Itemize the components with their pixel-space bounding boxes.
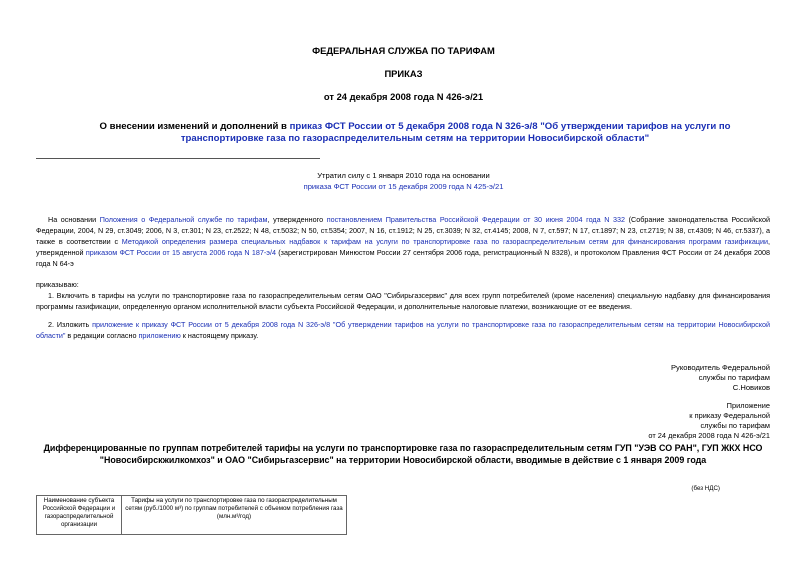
lost-force-text: Утратил силу с 1 января 2010 года на основании — [317, 171, 490, 180]
item-2-text-2: в редакции согласно — [65, 331, 139, 340]
annex-line-1: Приложение — [726, 401, 770, 410]
signature-line-1: Руководитель Федеральной — [670, 363, 770, 372]
annex-line-3: службы по тарифам — [700, 421, 770, 430]
order-word: приказываю: — [36, 280, 79, 289]
lost-force-link[interactable]: приказа ФСТ России от 15 декабря 2009 года N 425-э/21 — [303, 182, 504, 191]
subject-prefix: О внесении изменений и дополнений в — [99, 121, 290, 132]
item-2-link-appendix[interactable]: приложению — [138, 331, 181, 340]
basis-link-methodology[interactable]: Методикой определения размера специальных надбавок к тарифам на услуги по транспортировке газа по газораспределительным сетям для финансирования программ газификации — [121, 237, 768, 246]
divider — [36, 158, 320, 159]
annex-header — [560, 401, 770, 441]
item-2-text-1: 2. Изложить — [48, 320, 93, 329]
table-header-row — [37, 496, 347, 535]
signature-name: С.Новиков — [732, 383, 770, 392]
basis-link-regulation[interactable]: Положения о Федеральной службе по тарифам — [99, 215, 268, 224]
order-item-2 — [36, 319, 770, 341]
vat-note: (без НДС) — [691, 485, 720, 492]
table-header-tariffs: Тарифы на услуги по транспортировке газа по газораспределительным сетям (руб./1000 м³) по группам потребителей с объемом потребления газа (млн.м³/год) — [122, 496, 347, 535]
subject-link[interactable]: приказ ФСТ России от 5 декабря 2008 года N 326-э/8 "Об утверждении тарифов на услуги по транспортировке газа по газораспределительным сетям на территории Новосибирской области" — [180, 121, 731, 144]
signature-block — [560, 363, 770, 393]
basis-text-1: На основании — [48, 215, 100, 224]
annex-title: Дифференцированные по группам потребителей тарифы на услуги по транспортировке газа по газораспределительным сетям ГУП "УЭВ СО РАН", ГУП ЖКХ НСО "Новосибирскжилкомхоз" и ОАО "Сибирьгазсервис" на территории Новосибирской области, вводимые в действие с 1 января 2009 года — [43, 443, 763, 465]
item-1-text: 1. Включить в тарифы на услуги по транспортировке газа по газораспределительным сетям ОАО "Сибирьгазсервис" для всех групп потребителей (кроме населения) специальную надбавку для финансирования программы газификации, определенную органом исполнительной власти субъекта Российской Федерации, и дополнительные налоговые платежи, возникающие от ее введения. — [36, 291, 770, 311]
basis-link-order[interactable]: приказом ФСТ России от 15 августа 2006 года N 187-э/4 — [85, 248, 276, 257]
basis-paragraph — [36, 214, 770, 269]
signature-line-2: службы по тарифам — [698, 373, 770, 382]
item-2-text-3: к настоящему приказу. — [180, 331, 259, 340]
basis-text-3: (Собрание законодательства Российской Федерации, 2004, N 29, ст.3049; 2006, N 3, ст.301; N 23, ст.2522; N 48, ст.5032; N 50, ст.5354; 2007, N 16, ст.1912; N 25, ст.3039; N 32, ст.4145; 2008, N 7, ст.597; N 17, ст.1897; N 23, ст.2719; N 38, ст.4309; N 46, ст.5337), а также в соответствии с — [36, 215, 770, 246]
lost-force-note — [0, 170, 807, 192]
basis-link-resolution[interactable]: постановлением Правительства Российской Федерации от 30 июня 2004 года N 332 — [326, 215, 626, 224]
tariff-table — [36, 495, 347, 535]
table-header-region: Наименование субъекта Российской Федерации и газораспределительной организации — [37, 496, 122, 535]
document-type: ПРИКАЗ — [384, 68, 423, 79]
order-subject — [70, 121, 760, 145]
document-date-number: от 24 декабря 2008 года N 426-э/21 — [323, 91, 484, 102]
agency-title: ФЕДЕРАЛЬНАЯ СЛУЖБА ПО ТАРИФАМ — [312, 45, 495, 56]
annex-line-2: к приказу Федеральной — [689, 411, 770, 420]
order-item-1 — [36, 290, 770, 312]
basis-text-5: (зарегистрирован Минюстом России 27 сентября 2006 года, регистрационный N 8328), и протоколом Правления ФСТ России от 24 декабря 2008 года N 64-э — [36, 248, 770, 268]
basis-text-2: , утвержденного — [267, 215, 327, 224]
item-2-link-annex[interactable]: приложение к приказу ФСТ России от 5 декабря 2008 года N 326-э/8 "Об утверждении тарифов на услуги по транспортировке газа по газораспределительным сетям на территории Новосибирской области" — [36, 320, 770, 340]
basis-text-4: , утвержденной — [36, 237, 770, 257]
annex-line-4: от 24 декабря 2008 года N 426-э/21 — [648, 431, 770, 440]
